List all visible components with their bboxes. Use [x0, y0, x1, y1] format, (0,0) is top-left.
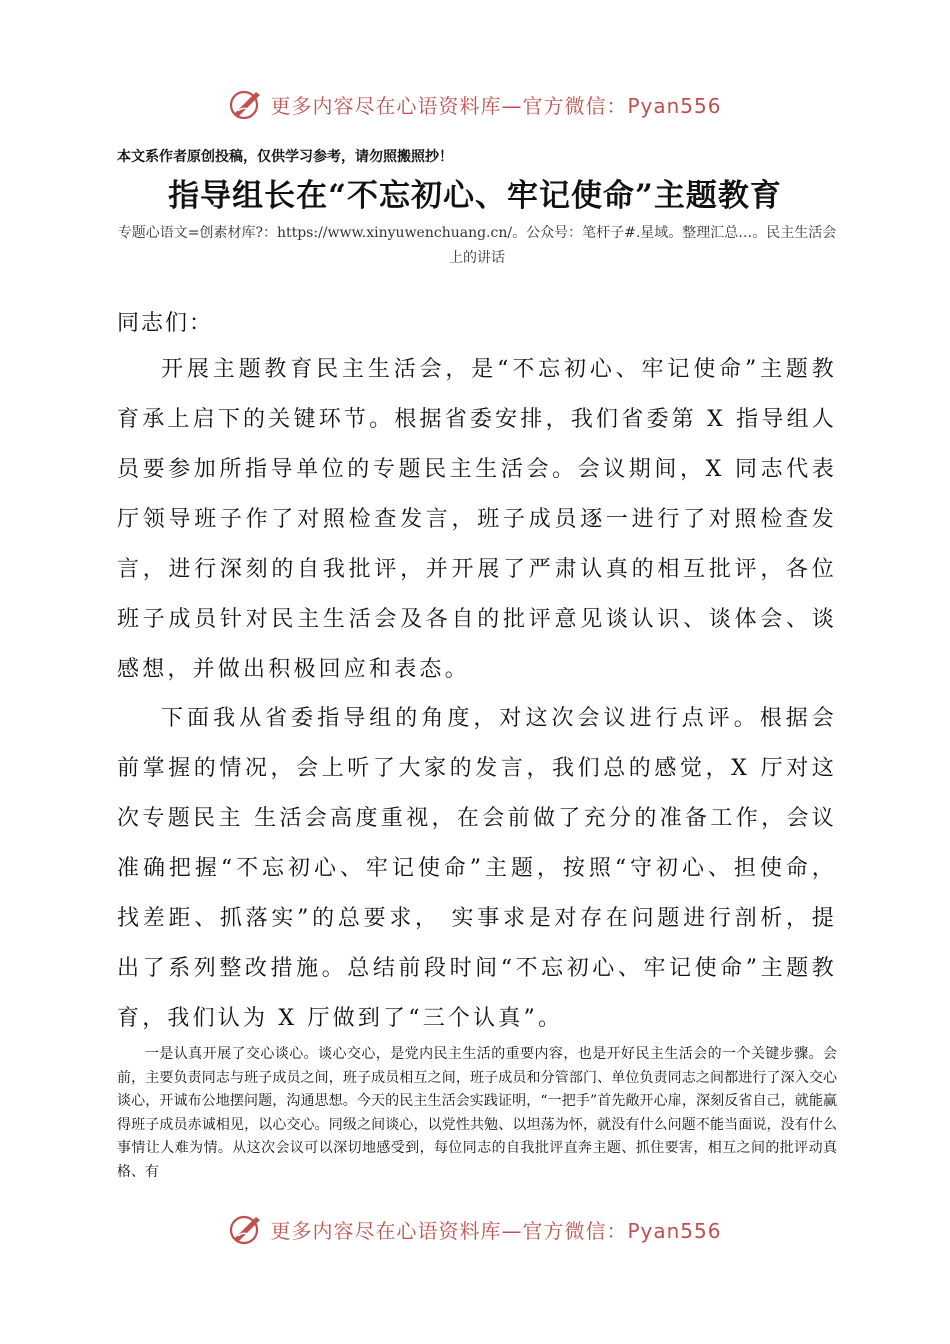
- banner-text: 更多内容尽在心语资料库—官方微信：Pyan556: [270, 1218, 722, 1243]
- document-subtitle: 专题心语文=创素材库?：https://www.xinyuwenchuang.cn/。公众号：笔杆子#.星域。整理汇总…。民主生活会上的讲话: [117, 225, 837, 266]
- document-title: 指导组长在“不忘初心、牢记使命”主题教育: [168, 178, 782, 214]
- banner-text: 更多内容尽在心语资料库—官方微信：Pyan556: [270, 93, 722, 118]
- pen-logo-icon: [228, 1212, 264, 1246]
- body-paragraph-small: 一是认真开展了交心谈心。谈心交心，是党内民主生活的重要内容，也是开好民主生活会的一个关键步骤。会前，主要负责同志与班子成员之间，班子成员相互之间，班子成员和分管部门、单位负责同志之间都进行了深入交心谈心，开诚布公地摆问题，沟通思想。今天的民主生活会实践证明，“一把手”首先敞开心扉，深刻反省自己，就能赢得班子成员赤诚相见，以心交心。同级之间谈心，以党性共勉、以坦荡为怀，就没有什么问题不能当面说，没有什么事情让人难为情。从这次会议可以深切地感受到，每位同志的自我批评直奔主题、抓住要害，相互之间的批评动真格、有: [117, 1046, 837, 1180]
- pen-logo-icon: [228, 87, 264, 121]
- salutation: 同志们：: [117, 311, 214, 336]
- footer-banner: [0, 1211, 950, 1247]
- body-paragraph-1: 开展主题教育民主生活会，是“不忘初心、牢记使命”主题教育承上启下的关键环节。根据省委安排，我们省委第 X 指导组人员要参加所指导单位的专题民主生活会。会议期间，X 同志代表厅领导班子作了对照检查发言，班子成员逐一进行了对照检查发言，进行深刻的自我批评，并开展了严肃认真的相互批评，各位班子成员针对民主生活会及各自的批评意见谈认识、谈体会、谈感想，并做出积极回应和表态。: [117, 357, 837, 682]
- copyright-notice: 本文系作者原创投稿，仅供学习参考，请勿照搬照抄！: [117, 149, 453, 165]
- header-banner: [0, 86, 950, 122]
- body-paragraph-2: 下面我从省委指导组的角度，对这次会议进行点评。根据会前掌握的情况，会上听了大家的发言，我们总的感觉，X 厅对这次专题民主 生活会高度重视，在会前做了充分的准备工作，会议准确把握“不忘初心、牢记使命”主题，按照“守初心、担使命，找差距、抓落实”的总要求， 实事求是对存在问题进行剖析，提出了系列整改措施。总结前段时间“不忘初心、牢记使命”主题教育，我们认为 X 厅做到了“三个认真”。: [117, 706, 837, 1031]
